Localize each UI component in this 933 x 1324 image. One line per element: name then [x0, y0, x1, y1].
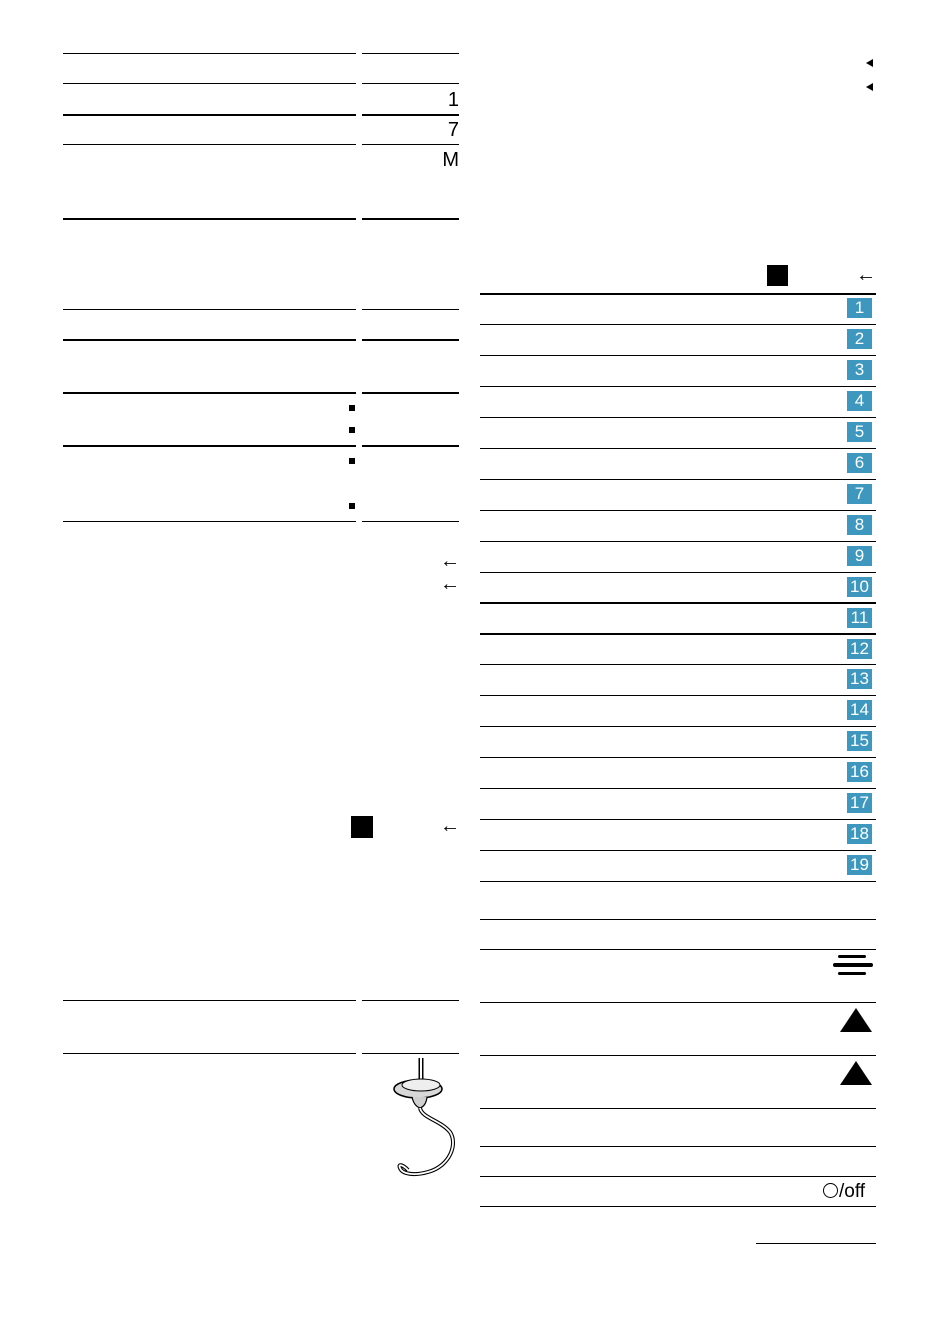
table-rule — [480, 479, 876, 480]
table-rule — [480, 949, 876, 950]
off-label: /off — [839, 1181, 866, 1202]
table-rule — [480, 1146, 876, 1147]
number-badge: 5 — [847, 422, 872, 442]
table-rule — [480, 757, 876, 758]
table-rule — [63, 218, 356, 220]
table-rule — [63, 114, 356, 116]
number-badge: 2 — [847, 329, 872, 349]
table-rule — [362, 445, 459, 447]
table-rule — [480, 881, 876, 882]
arrow-left-icon: ← — [440, 573, 460, 595]
table-rule — [362, 114, 459, 116]
table-rule — [480, 850, 876, 851]
number-badge: 10 — [847, 577, 872, 597]
warning-triangle-icon — [840, 1061, 872, 1085]
table-rule — [362, 392, 459, 394]
number-badge: 19 — [847, 855, 872, 875]
black-square-icon — [351, 816, 373, 838]
table-rule — [480, 541, 876, 542]
arrow-left-icon: ← — [440, 815, 460, 837]
table-rule — [63, 1053, 356, 1054]
table-rule — [362, 83, 459, 84]
number-badge: 12 — [847, 639, 872, 659]
number-badge: 8 — [847, 515, 872, 535]
table-rule — [362, 1000, 459, 1001]
dough-hook-illustration — [384, 1054, 464, 1184]
table-value-2: 7 — [447, 119, 459, 141]
table-rule — [480, 919, 876, 920]
number-badge: 1 — [847, 298, 872, 318]
number-badge: 7 — [847, 484, 872, 504]
table-rule — [480, 633, 876, 635]
number-badge: 16 — [847, 762, 872, 782]
number-badge: 3 — [847, 360, 872, 380]
black-square-icon — [767, 265, 788, 286]
table-rule — [63, 83, 356, 84]
number-badge: 13 — [847, 669, 872, 689]
table-rule — [63, 53, 356, 54]
table-rule — [480, 602, 876, 604]
triangle-left-icon — [866, 83, 873, 91]
table-rule — [480, 1002, 876, 1003]
table-rule — [362, 521, 459, 522]
triangle-left-icon — [866, 59, 873, 67]
number-badge: 4 — [847, 391, 872, 411]
table-rule — [63, 144, 356, 145]
table-rule — [480, 386, 876, 387]
arrow-left-icon: ← — [856, 264, 876, 286]
warning-triangle-icon — [840, 1008, 872, 1032]
number-badge: 18 — [847, 824, 872, 844]
table-value-1: 1 — [447, 89, 459, 111]
table-rule — [480, 417, 876, 418]
table-rule — [480, 1176, 876, 1177]
table-rule — [480, 819, 876, 820]
bullet-icon — [349, 458, 355, 464]
table-rule — [480, 788, 876, 789]
bullet-icon — [349, 427, 355, 433]
table-rule — [480, 664, 876, 665]
table-rule — [480, 293, 876, 295]
circle-icon — [823, 1183, 838, 1198]
table-rule — [480, 572, 876, 573]
table-rule — [480, 1055, 876, 1056]
table-rule — [63, 309, 356, 310]
footer-rule — [756, 1243, 876, 1244]
table-rule — [63, 521, 356, 522]
table-rule — [480, 324, 876, 325]
number-badge: 9 — [847, 546, 872, 566]
table-value-3: M — [442, 149, 459, 171]
bullet-icon — [349, 405, 355, 411]
number-badge: 15 — [847, 731, 872, 751]
table-rule — [480, 448, 876, 449]
table-rule — [63, 445, 356, 447]
table-rule — [362, 218, 459, 220]
bullet-icon — [349, 503, 355, 509]
table-rule — [480, 355, 876, 356]
table-rule — [480, 695, 876, 696]
arrow-left-icon: ← — [440, 550, 460, 572]
table-rule — [480, 510, 876, 511]
table-rule — [362, 53, 459, 54]
number-badge: 14 — [847, 700, 872, 720]
number-badge: 6 — [847, 453, 872, 473]
table-rule — [63, 1000, 356, 1001]
number-badge: 11 — [847, 608, 872, 628]
number-badge: 17 — [847, 793, 872, 813]
table-rule — [480, 1206, 876, 1207]
table-rule — [362, 339, 459, 341]
table-rule — [480, 1108, 876, 1109]
table-rule — [362, 309, 459, 310]
table-rule — [63, 392, 356, 394]
table-rule — [63, 339, 356, 341]
table-rule — [480, 726, 876, 727]
table-rule — [362, 144, 459, 145]
